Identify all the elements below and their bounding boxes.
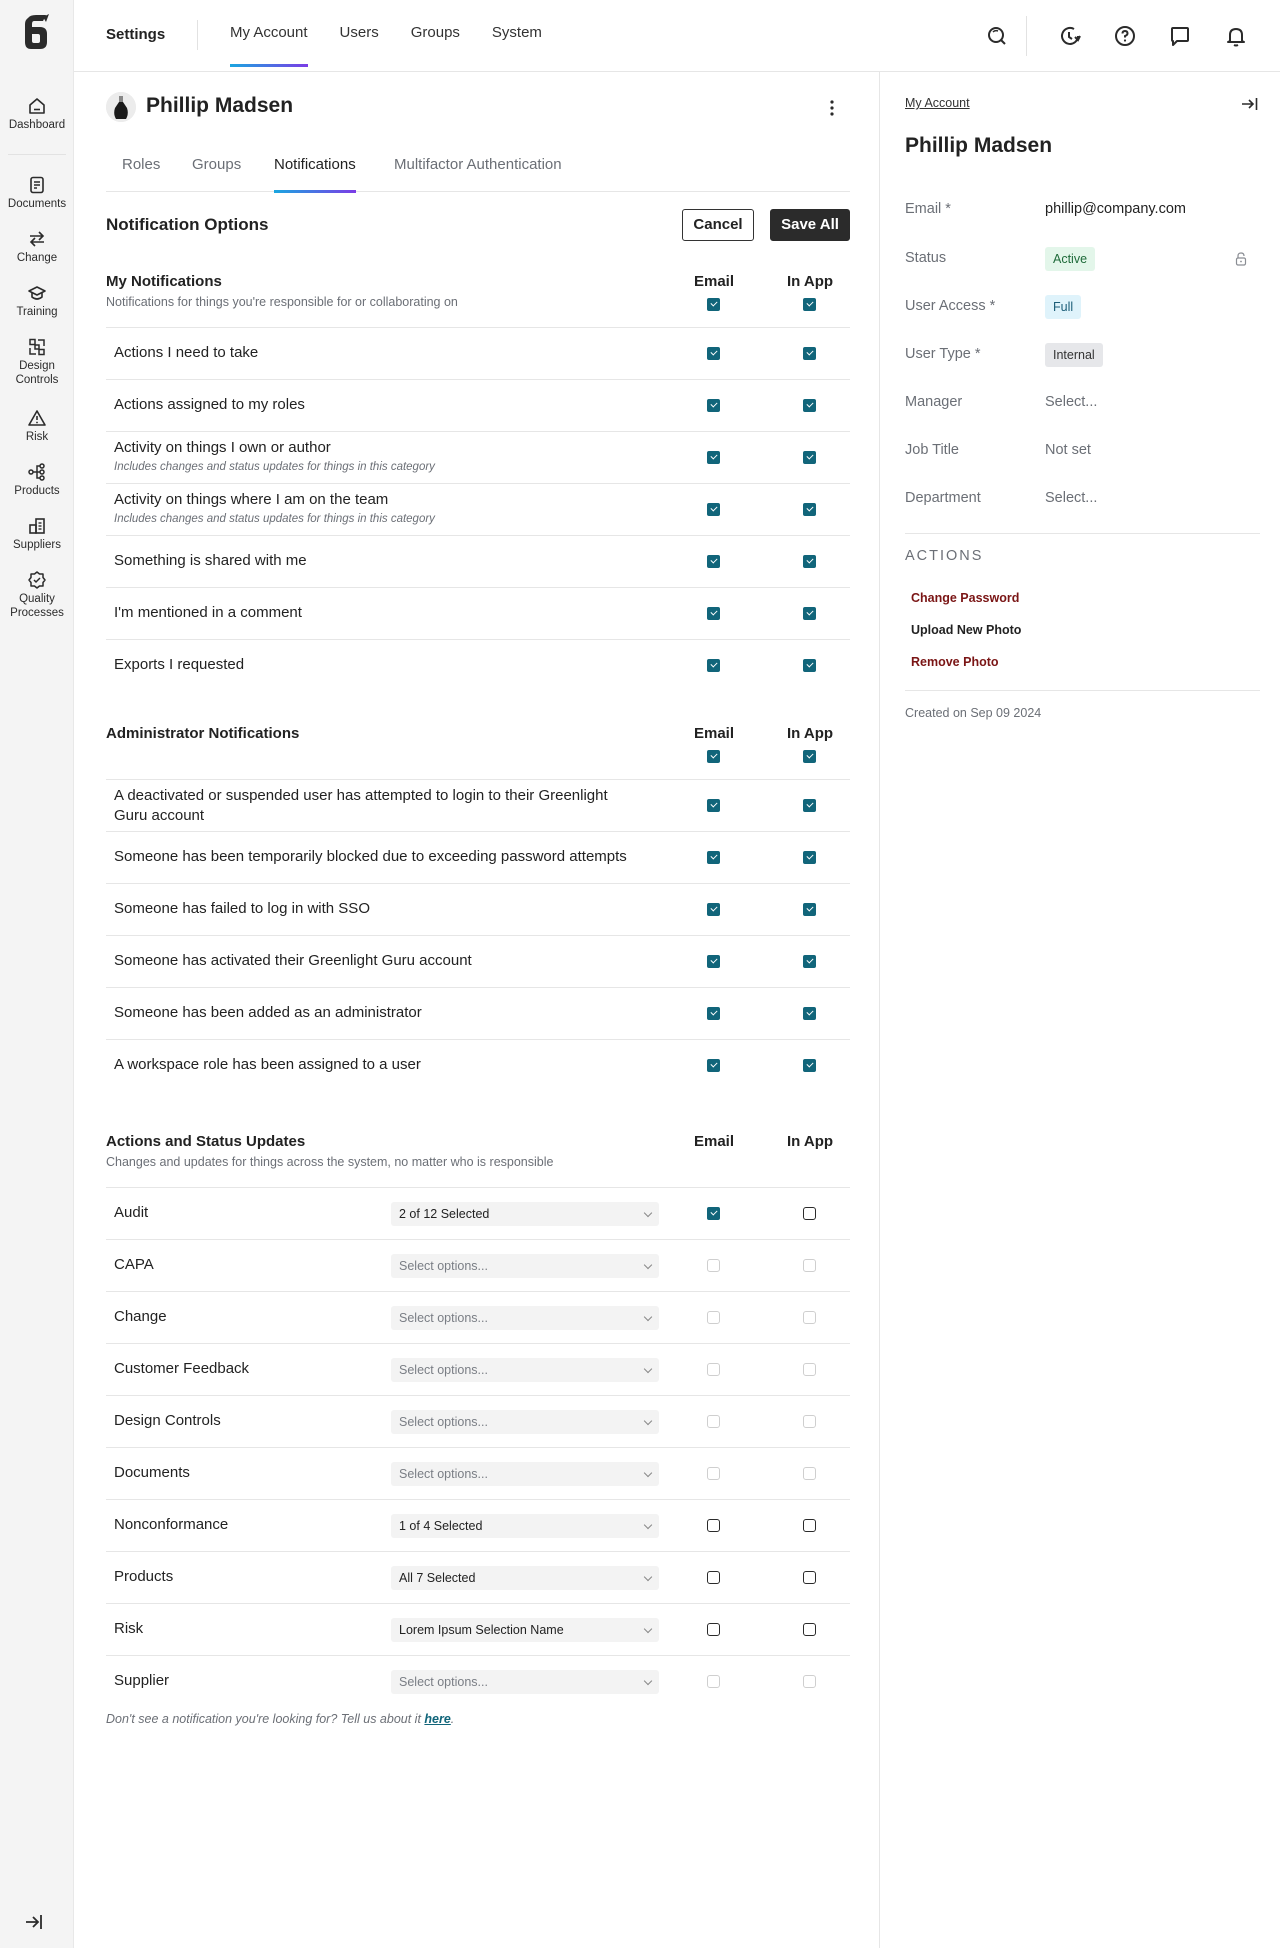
row-label: Supplier [114, 1672, 170, 1689]
subtab-multifactor-authentication[interactable]: Multifactor Authentication [394, 156, 562, 173]
email-checkbox[interactable] [707, 399, 720, 412]
status-row-documents [106, 1448, 850, 1500]
select-placeholder: Select options... [399, 1675, 488, 1689]
status-row-nonconformance [106, 1500, 850, 1552]
account-subtabs [106, 156, 850, 192]
design-controls-icon [27, 337, 47, 357]
sidebar-item-dashboard[interactable] [0, 96, 74, 132]
row-label: Design Controls [114, 1412, 221, 1429]
inapp-checkbox[interactable] [803, 1519, 816, 1532]
sidebar-item-label: Documents [7, 198, 67, 210]
row-label: Someone has been temporarily blocked due to exceeding password attempts [114, 848, 627, 865]
email-checkbox[interactable] [707, 607, 720, 620]
sidebar-item-label-line1: Quality [19, 593, 55, 605]
title-divider [197, 20, 198, 50]
row-note: Includes changes and status updates for things in this category [114, 513, 435, 525]
inapp-checkbox[interactable] [803, 607, 816, 620]
email-checkbox[interactable] [707, 1363, 720, 1376]
sidebar-item-change[interactable] [0, 229, 74, 265]
email-checkbox[interactable] [707, 1519, 720, 1532]
sidebar-item-label: Products [14, 485, 60, 497]
row-label: Audit [114, 1204, 149, 1221]
sidebar-item-label: Suppliers [13, 539, 61, 551]
select-value: 1 of 4 Selected [399, 1519, 483, 1533]
notification-row [106, 536, 850, 588]
notification-row [106, 380, 850, 432]
notification-row [106, 884, 850, 936]
field-label: Status [905, 250, 947, 266]
inapp-checkbox[interactable] [803, 1467, 816, 1480]
email-checkbox[interactable] [707, 503, 720, 516]
user-header [106, 90, 850, 126]
feedback-link[interactable]: here [424, 1712, 451, 1726]
top-nav-tabs [230, 0, 574, 72]
more-options-icon[interactable] [824, 98, 840, 118]
field-label: Job Title [905, 442, 959, 458]
group-subtitle: Notifications for things you're responsible for or collaborating on [106, 295, 458, 309]
row-label: Change [114, 1308, 167, 1325]
status-row-supplier [106, 1656, 850, 1708]
email-checkbox[interactable] [707, 1415, 720, 1428]
group-title: Actions and Status Updates [106, 1133, 306, 1150]
audit-select[interactable] [391, 1202, 659, 1226]
remove-photo-link[interactable]: Remove Photo [911, 655, 999, 669]
user-type-field [905, 343, 1260, 367]
products-select[interactable] [391, 1566, 659, 1590]
row-label: Documents [114, 1464, 190, 1481]
customer-feedback-select[interactable] [391, 1358, 659, 1382]
group-subtitle: Changes and updates for things across the system, no matter who is responsible [106, 1155, 554, 1169]
lock-icon [1235, 252, 1247, 266]
inapp-checkbox[interactable] [803, 555, 816, 568]
left-sidebar [0, 0, 74, 1948]
graduation-cap-icon [27, 283, 47, 303]
document-icon [27, 175, 47, 195]
sidebar-item-label: Training [16, 306, 58, 318]
notification-row [106, 1040, 850, 1092]
panel-user-name: Phillip Madsen [905, 134, 1053, 157]
admin-notifications-group [106, 716, 850, 1092]
manager-field [905, 391, 1260, 415]
manager-select[interactable]: Select... [1045, 394, 1098, 410]
chevron-down-icon [644, 1417, 652, 1425]
row-label: Activity on things where I am on the team [114, 491, 389, 508]
row-label: Something is shared with me [114, 552, 307, 569]
chevron-down-icon [644, 1469, 652, 1477]
row-label: A workspace role has been assigned to a user [114, 1056, 421, 1073]
avatar [106, 92, 136, 122]
status-row-products [106, 1552, 850, 1604]
risk-select[interactable] [391, 1618, 659, 1642]
field-label: Department [905, 490, 981, 506]
sidebar-item-label-line1: Design [19, 360, 55, 372]
inapp-column-header: In App [786, 1133, 834, 1150]
email-checkbox[interactable] [707, 1467, 720, 1480]
status-field [905, 247, 1260, 271]
email-field [905, 198, 1260, 222]
user-access-badge[interactable]: Full [1045, 295, 1081, 319]
select-placeholder: Select options... [399, 1259, 488, 1273]
documents-select[interactable] [391, 1462, 659, 1486]
icons-divider [1026, 16, 1027, 56]
feedback-suffix: . [450, 1712, 455, 1726]
select-all-inapp-checkbox[interactable] [803, 750, 816, 763]
notification-options-title: Notification Options [106, 215, 269, 234]
notification-row [106, 328, 850, 380]
row-label: Activity on things I own or author [114, 439, 331, 456]
tab-my-account[interactable]: My Account [230, 0, 308, 72]
nonconformance-select[interactable] [391, 1514, 659, 1538]
chevron-down-icon [644, 1625, 652, 1633]
chevron-down-icon [644, 1573, 652, 1581]
select-value: 2 of 12 Selected [399, 1207, 490, 1221]
feedback-text: Don't see a notification you're looking for? Tell us about it [106, 1712, 425, 1726]
building-icon [27, 516, 47, 536]
user-type-badge[interactable]: Internal [1045, 343, 1103, 367]
sidebar-item-label-line2: Controls [15, 374, 59, 386]
sidebar-item-quality-processes[interactable] [0, 570, 74, 620]
select-placeholder: Select options... [399, 1363, 488, 1377]
email-column-header: Email [693, 273, 735, 290]
group-header [106, 1124, 850, 1188]
select-all-email-checkbox[interactable] [707, 298, 720, 311]
change-select[interactable] [391, 1306, 659, 1330]
status-row-design-controls [106, 1396, 850, 1448]
help-icon[interactable] [1113, 24, 1137, 48]
notification-row [106, 832, 850, 884]
breadcrumb-my-account[interactable]: My Account [905, 96, 970, 110]
top-icons [960, 0, 1280, 72]
department-select[interactable]: Select... [1045, 490, 1098, 506]
select-all-email-checkbox[interactable] [707, 750, 720, 763]
cancel-button[interactable]: Cancel [682, 209, 754, 241]
expand-sidebar-icon[interactable] [24, 1912, 46, 1932]
status-row-change [106, 1292, 850, 1344]
inapp-checkbox[interactable] [803, 1623, 816, 1636]
home-icon [27, 96, 47, 116]
select-placeholder: Select options... [399, 1415, 488, 1429]
sidebar-item-risk[interactable] [0, 408, 74, 444]
capa-select[interactable] [391, 1254, 659, 1278]
change-password-link[interactable]: Change Password [911, 591, 1020, 605]
notification-row [106, 588, 850, 640]
history-icon[interactable] [1058, 24, 1082, 48]
notification-row [106, 780, 850, 832]
notification-row [106, 936, 850, 988]
row-label: Nonconformance [114, 1516, 229, 1533]
email-checkbox[interactable] [707, 555, 720, 568]
top-bar [74, 0, 1280, 72]
sidebar-item-label-line2: Processes [10, 607, 64, 619]
chevron-down-icon [644, 1365, 652, 1373]
inapp-checkbox[interactable] [803, 503, 816, 516]
inapp-checkbox[interactable] [803, 1363, 816, 1376]
status-updates-group [106, 1124, 850, 1708]
subtab-groups[interactable]: Groups [192, 156, 242, 173]
inapp-checkbox[interactable] [803, 451, 816, 464]
field-label: Manager [905, 394, 963, 410]
inapp-checkbox[interactable] [803, 1059, 816, 1072]
inapp-checkbox[interactable] [803, 659, 816, 672]
row-label: Someone has been added as an administrator [114, 1004, 422, 1021]
select-all-inapp-checkbox[interactable] [803, 298, 816, 311]
panel-divider [905, 690, 1260, 691]
sidebar-item-documents[interactable] [0, 175, 74, 211]
upload-new-photo-link[interactable]: Upload New Photo [911, 623, 1022, 637]
row-label: Exports I requested [114, 656, 245, 673]
email-checkbox[interactable] [707, 659, 720, 672]
email-value[interactable]: phillip@company.com [1045, 201, 1186, 217]
field-label: Email * [905, 201, 951, 217]
email-checkbox[interactable] [707, 1059, 720, 1072]
notification-row [106, 988, 850, 1040]
row-label: Customer Feedback [114, 1360, 250, 1377]
inapp-checkbox[interactable] [803, 1415, 816, 1428]
panel-divider [905, 533, 1260, 534]
avatar-image-icon [106, 92, 136, 122]
select-value: All 7 Selected [399, 1571, 476, 1585]
email-column-header: Email [693, 725, 735, 742]
status-row-capa [106, 1240, 850, 1292]
email-checkbox[interactable] [707, 347, 720, 360]
email-checkbox[interactable] [707, 799, 720, 812]
row-label: Actions assigned to my roles [114, 396, 305, 413]
tab-system[interactable]: System [491, 24, 542, 41]
product-tree-icon [27, 462, 47, 482]
inapp-checkbox[interactable] [803, 1311, 816, 1324]
tab-users[interactable]: Users [339, 24, 379, 41]
notification-row [106, 432, 850, 484]
department-field [905, 487, 1260, 511]
chevron-down-icon [644, 1521, 652, 1529]
email-checkbox[interactable] [707, 1311, 720, 1324]
greenlight-guru-logo-icon[interactable] [22, 14, 50, 50]
account-details-panel [879, 72, 1280, 1948]
email-checkbox[interactable] [707, 1675, 720, 1688]
supplier-select[interactable] [391, 1670, 659, 1694]
bell-icon[interactable] [1224, 24, 1248, 48]
select-value: Lorem Ipsum Selection Name [399, 1623, 564, 1637]
select-placeholder: Select options... [399, 1311, 488, 1325]
notification-row [106, 484, 850, 536]
email-checkbox[interactable] [707, 1623, 720, 1636]
job-title-input[interactable]: Not set [1045, 442, 1091, 458]
status-row-audit [106, 1188, 850, 1240]
save-all-button[interactable]: Save All [770, 209, 850, 241]
inapp-checkbox[interactable] [803, 1259, 816, 1272]
field-label: User Type * [905, 346, 981, 362]
email-checkbox[interactable] [707, 451, 720, 464]
chevron-down-icon [644, 1313, 652, 1321]
sidebar-item-label: Risk [25, 431, 49, 443]
inapp-checkbox[interactable] [803, 1207, 816, 1220]
row-label: CAPA [114, 1256, 154, 1273]
search-icon[interactable] [985, 24, 1009, 48]
sidebar-item-label: Dashboard [8, 119, 66, 131]
my-notifications-group [106, 264, 850, 692]
collapse-panel-icon[interactable] [1241, 96, 1259, 112]
row-label: Actions I need to take [114, 344, 259, 361]
chevron-down-icon [644, 1209, 652, 1217]
row-label: Products [114, 1568, 174, 1585]
sidebar-item-suppliers[interactable] [0, 516, 74, 552]
email-checkbox[interactable] [707, 1207, 720, 1220]
group-title: Administrator Notifications [106, 725, 300, 742]
inapp-checkbox[interactable] [803, 851, 816, 864]
swap-arrows-icon [27, 229, 47, 249]
sidebar-item-design-controls[interactable] [0, 337, 74, 387]
status-row-customer-feedback [106, 1344, 850, 1396]
subtab-notifications[interactable]: Notifications [274, 156, 356, 192]
row-label: Someone has failed to log in with SSO [114, 900, 370, 917]
inapp-checkbox[interactable] [803, 799, 816, 812]
created-date: Created on Sep 09 2024 [905, 706, 1042, 720]
subtab-roles[interactable]: Roles [122, 156, 161, 173]
email-checkbox[interactable] [707, 1259, 720, 1272]
inapp-checkbox[interactable] [803, 1675, 816, 1688]
feedback-note [106, 1712, 454, 1726]
job-title-field [905, 439, 1260, 463]
email-checkbox[interactable] [707, 1571, 720, 1584]
inapp-column-header: In App [786, 273, 834, 290]
inapp-checkbox[interactable] [803, 903, 816, 916]
row-note: Includes changes and status updates for things in this category [114, 461, 435, 473]
inapp-checkbox[interactable] [803, 1571, 816, 1584]
email-column-header: Email [693, 1133, 735, 1150]
field-label: User Access * [905, 298, 996, 314]
design-controls-select[interactable] [391, 1410, 659, 1434]
email-checkbox[interactable] [707, 903, 720, 916]
select-placeholder: Select options... [399, 1467, 488, 1481]
sidebar-divider [8, 154, 66, 155]
notification-row [106, 640, 850, 692]
inapp-checkbox[interactable] [803, 347, 816, 360]
warning-triangle-icon [27, 408, 47, 428]
inapp-checkbox[interactable] [803, 1007, 816, 1020]
sidebar-item-training[interactable] [0, 283, 74, 319]
actions-heading: ACTIONS [905, 548, 984, 564]
tab-groups[interactable]: Groups [410, 24, 460, 41]
quality-badge-icon [27, 570, 47, 590]
status-badge: Active [1045, 247, 1095, 271]
email-checkbox[interactable] [707, 1007, 720, 1020]
user-access-field [905, 295, 1260, 319]
inapp-column-header: In App [786, 725, 834, 742]
email-checkbox[interactable] [707, 851, 720, 864]
inapp-checkbox[interactable] [803, 955, 816, 968]
group-header [106, 716, 850, 780]
inapp-checkbox[interactable] [803, 399, 816, 412]
settings-title: Settings [106, 26, 166, 43]
email-checkbox[interactable] [707, 955, 720, 968]
row-label: I'm mentioned in a comment [114, 604, 302, 621]
chat-icon[interactable] [1168, 24, 1192, 48]
user-name: Phillip Madsen [146, 94, 294, 117]
chevron-down-icon [644, 1261, 652, 1269]
row-label: A deactivated or suspended user has attempted to login to their Greenlight Guru account [114, 787, 608, 824]
group-header [106, 264, 850, 328]
sidebar-item-products[interactable] [0, 462, 74, 498]
row-label: Someone has activated their Greenlight Guru account [114, 952, 472, 969]
sidebar-item-label: Change [16, 252, 58, 264]
group-title: My Notifications [106, 273, 222, 290]
chevron-down-icon [644, 1677, 652, 1685]
row-label: Risk [114, 1620, 144, 1637]
status-row-risk [106, 1604, 850, 1656]
